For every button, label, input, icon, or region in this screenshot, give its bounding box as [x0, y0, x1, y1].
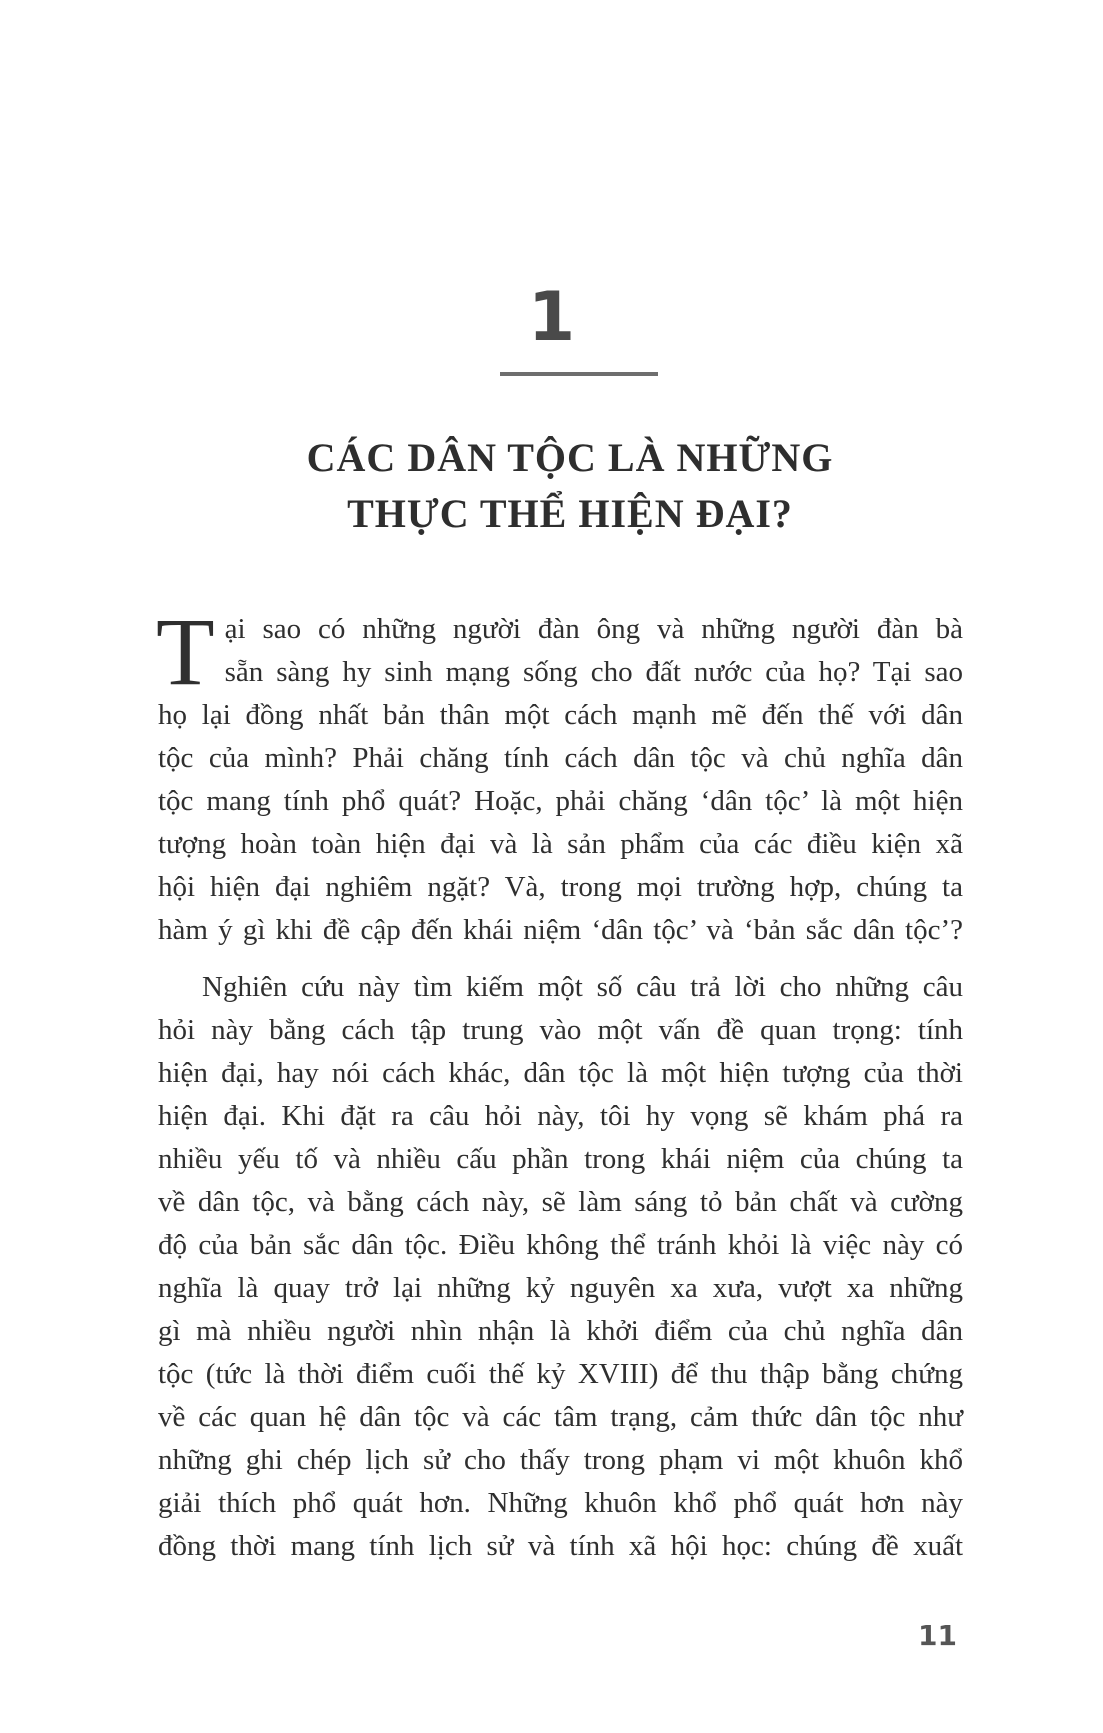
text-line: ại sao có những người đàn ông và những người đàn bà [224, 613, 963, 645]
text-line: nghĩa là quay trở lại những kỷ nguyên xa xưa, vượt xa những [158, 1272, 963, 1304]
text-line: nhiều yếu tố và nhiều cấu phần trong khái niệm của chúng ta [158, 1143, 963, 1175]
text-line: đồng thời mang tính lịch sử và tính xã hội học: chúng đề xuất [158, 1530, 963, 1562]
chapter-divider [500, 372, 658, 376]
text-line: Nghiên cứu này tìm kiếm một số câu trả lời cho những câu [202, 971, 963, 1003]
text-line: tộc mang tính phổ quát? Hoặc, phải chăng ‘dân tộc’ là một hiện [158, 785, 963, 817]
text-line: tượng hoàn toàn hiện đại và là sản phẩm của các điều kiện xã [158, 828, 963, 860]
paragraph-1 [156, 598, 963, 952]
text-line: những ghi chép lịch sử cho thấy trong phạm vi một khuôn khổ [158, 1444, 963, 1476]
text-line: tộc (tức là thời điểm cuối thế kỷ XVIII) để thu thập bằng chứng [158, 1358, 963, 1390]
body-text [156, 598, 963, 1568]
chapter-title-line: CÁC DÂN TỘC LÀ NHỮNG [306, 435, 834, 480]
text-line: sẵn sàng hy sinh mạng sống cho đất nước của họ? Tại sao [224, 656, 963, 688]
paragraph-2 [158, 966, 963, 1568]
text-line: tộc của mình? Phải chăng tính cách dân tộc và chủ nghĩa dân [158, 742, 963, 774]
chapter-number: 1 [527, 278, 576, 357]
chapter-title [100, 430, 1040, 542]
text-line: gì mà nhiều người nhìn nhận là khởi điểm của chủ nghĩa dân [158, 1315, 963, 1347]
drop-cap: T [156, 598, 215, 705]
text-line: về các quan hệ dân tộc và các tâm trạng, cảm thức dân tộc như [158, 1401, 963, 1433]
text-line: hiện đại, hay nói cách khác, dân tộc là một hiện tượng của thời [158, 1057, 963, 1089]
text-line: hội hiện đại nghiêm ngặt? Và, trong mọi trường hợp, chúng ta [158, 871, 963, 903]
text-line: độ của bản sắc dân tộc. Điều không thể tránh khỏi là việc này có [158, 1229, 963, 1261]
text-line: hỏi này bằng cách tập trung vào một vấn đề quan trọng: tính [158, 1014, 963, 1046]
text-line: giải thích phổ quát hơn. Những khuôn khổ phổ quát hơn này [158, 1487, 963, 1519]
page-number: 11 [918, 1619, 957, 1652]
text-line: họ lại đồng nhất bản thân một cách mạnh mẽ đến thế với dân [158, 699, 963, 731]
text-line: hàm ý gì khi đề cập đến khái niệm ‘dân tộc’ và ‘bản sắc dân tộc’? [158, 914, 963, 946]
text-line: hiện đại. Khi đặt ra câu hỏi này, tôi hy vọng sẽ khám phá ra [158, 1100, 963, 1132]
text-line: về dân tộc, và bằng cách này, sẽ làm sáng tỏ bản chất và cường [158, 1186, 963, 1218]
chapter-title-line: THỰC THỂ HIỆN ĐẠI? [347, 491, 793, 536]
